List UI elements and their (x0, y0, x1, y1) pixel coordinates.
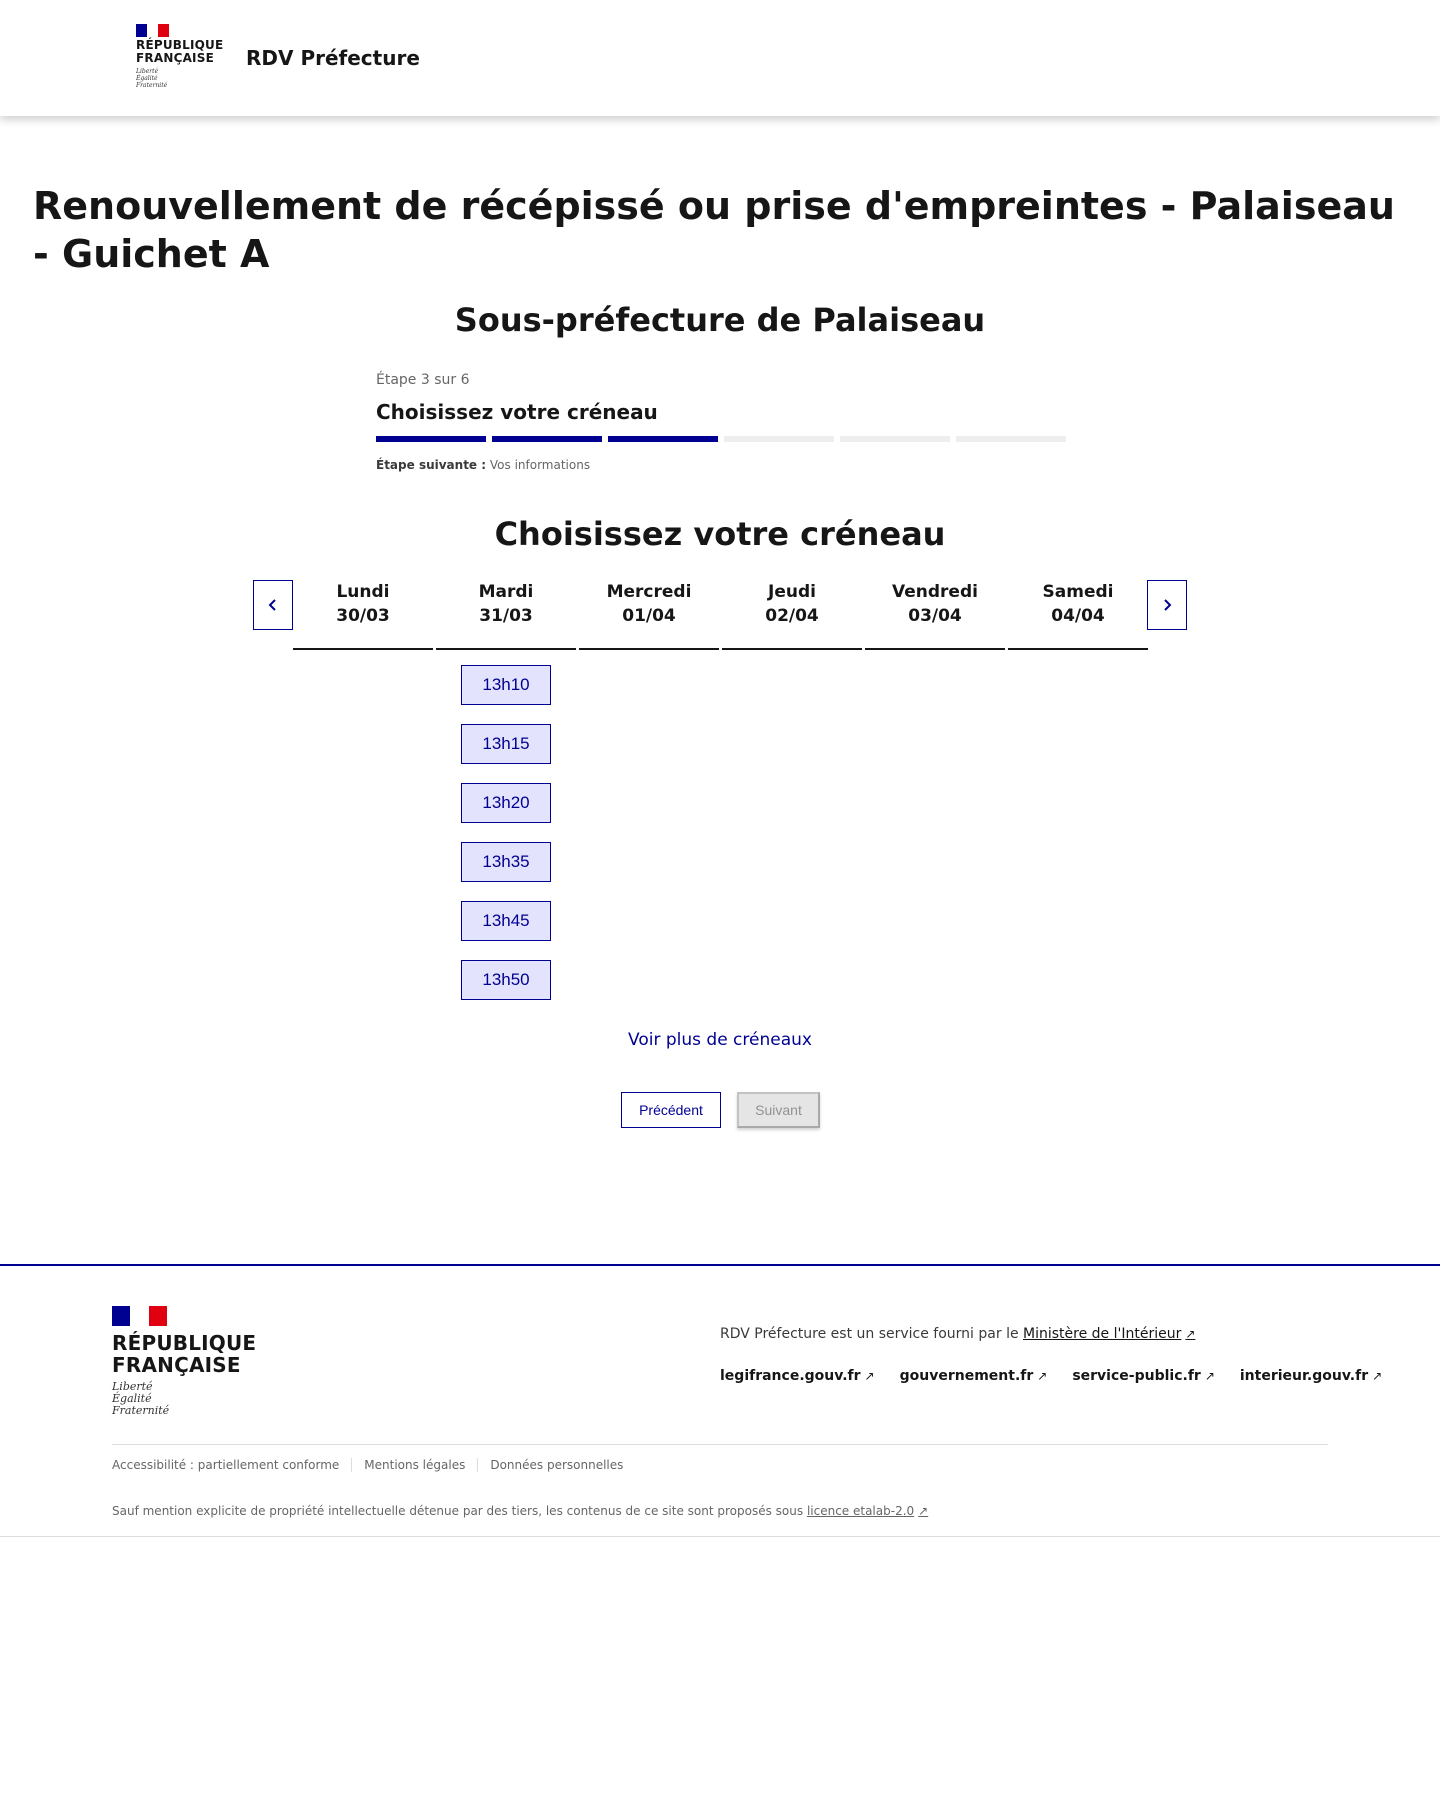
day-date: 04/04 (1051, 606, 1105, 626)
time-slot-button[interactable]: 13h35 (461, 842, 551, 882)
french-flag-icon (112, 1306, 167, 1326)
footer-external-link-label: gouvernement.fr (899, 1368, 1034, 1384)
day-column-header (579, 580, 719, 650)
day-name: Mardi (478, 582, 534, 602)
footer-bottom-link[interactable]: Données personnelles (477, 1458, 635, 1472)
footer-motto-liberte: Liberté (112, 1380, 153, 1393)
time-slot-button[interactable]: 13h10 (461, 665, 551, 705)
next-week-button[interactable] (1147, 580, 1187, 630)
footer-bottom-links (112, 1458, 635, 1472)
day-name: Mercredi (606, 582, 692, 602)
footer-motto-egalite: Égalité (112, 1392, 152, 1405)
day-column-header (722, 580, 862, 650)
previous-button[interactable]: Précédent (621, 1092, 721, 1128)
footer-logo-text (112, 1332, 256, 1376)
calendar-days (293, 580, 1148, 650)
ministere-link[interactable] (1023, 1326, 1195, 1342)
logo-motto (136, 68, 216, 89)
time-slot-button[interactable]: 13h50 (461, 960, 551, 1000)
logo-line-1: RÉPUBLIQUE (136, 38, 224, 52)
stepper (376, 372, 1066, 472)
stepper-segment (492, 436, 602, 442)
time-slot-button[interactable]: 13h20 (461, 783, 551, 823)
day-name: Jeudi (768, 582, 816, 602)
stepper-segment (724, 436, 834, 442)
license-link[interactable] (807, 1504, 928, 1518)
stepper-segment (608, 436, 718, 442)
time-slot-button[interactable]: 13h15 (461, 724, 551, 764)
previous-week-button[interactable] (253, 580, 293, 630)
footer-logo[interactable] (112, 1306, 256, 1417)
external-link-icon: ↗ (1204, 1369, 1215, 1383)
next-button: Suivant (737, 1092, 820, 1128)
footer-bottom-link[interactable]: Accessibilité : partiellement conforme (112, 1458, 340, 1472)
external-link-icon: ↗ (1372, 1369, 1383, 1383)
day-date: 03/04 (908, 606, 962, 626)
motto-liberte: Liberté (136, 68, 159, 75)
footer-description (720, 1326, 1195, 1342)
day-date: 01/04 (622, 606, 676, 626)
footer-logo-line-1: RÉPUBLIQUE (112, 1331, 257, 1355)
stepper-title: Choisissez votre créneau (376, 400, 658, 424)
page-title: Renouvellement de récépissé ou prise d'empreintes - Palaiseau - Guichet A (33, 184, 1395, 276)
day-name: Samedi (1042, 582, 1114, 602)
footer-description-text: RDV Préfecture est un service fourni par le (720, 1326, 1019, 1342)
site-footer (0, 1264, 1440, 1537)
stepper-progress (376, 436, 1066, 442)
day-name: Lundi (336, 582, 390, 602)
service-title[interactable]: RDV Préfecture (246, 46, 420, 70)
page-subtitle: Sous-préfecture de Palaiseau (454, 301, 986, 339)
external-link-icon: ↗ (1037, 1369, 1048, 1383)
republique-francaise-logo[interactable] (136, 24, 224, 89)
footer-bottom-link[interactable]: Mentions légales (351, 1458, 477, 1472)
french-flag-icon (136, 24, 169, 37)
license-link-label: licence etalab-2.0 (806, 1504, 915, 1518)
day-date: 31/03 (479, 606, 533, 626)
day-column-header (1008, 580, 1148, 650)
external-link-icon: ↗ (864, 1369, 875, 1383)
time-slot-button[interactable]: 13h45 (461, 901, 551, 941)
logo-line-2: FRANÇAISE (136, 51, 214, 65)
footer-external-link[interactable] (1240, 1368, 1382, 1384)
footer-links (720, 1368, 1382, 1384)
day-column-header (293, 580, 433, 650)
footer-external-link[interactable] (720, 1368, 875, 1384)
footer-external-link-label: legifrance.gouv.fr (720, 1368, 861, 1384)
time-slots-column (461, 665, 551, 1000)
footer-license (112, 1504, 928, 1518)
stepper-segment (956, 436, 1066, 442)
chevron-right-icon (1161, 597, 1173, 613)
stepper-next-value: Vos informations (489, 458, 591, 472)
ministere-link-label: Ministère de l'Intérieur (1023, 1326, 1182, 1342)
stepper-state: Étape 3 sur 6 (376, 372, 470, 388)
day-column-header (436, 580, 576, 650)
more-slots-link[interactable]: Voir plus de créneaux (628, 1030, 812, 1050)
external-link-icon: ↗ (918, 1504, 929, 1518)
stepper-next (376, 458, 1066, 472)
logo-text (136, 38, 224, 65)
footer-external-link[interactable] (1072, 1368, 1215, 1384)
license-text: Sauf mention explicite de propriété intellectuelle détenue par des tiers, les contenus de ce site sont proposés sous (112, 1504, 804, 1518)
footer-divider (112, 1444, 1328, 1445)
external-link-icon: ↗ (1185, 1327, 1196, 1341)
stepper-segment (376, 436, 486, 442)
footer-external-link-label: service-public.fr (1072, 1368, 1201, 1384)
motto-egalite: Égalité (136, 75, 158, 82)
footer-logo-motto (112, 1381, 256, 1417)
day-date: 30/03 (336, 606, 390, 626)
chevron-left-icon (267, 597, 279, 613)
calendar-title: Choisissez votre créneau (494, 515, 946, 553)
day-name: Vendredi (892, 582, 978, 602)
footer-external-link-label: interieur.gouv.fr (1239, 1368, 1369, 1384)
footer-motto-fraternite: Fraternité (112, 1404, 170, 1417)
motto-fraternite: Fraternité (136, 82, 168, 89)
footer-external-link[interactable] (900, 1368, 1048, 1384)
stepper-next-label: Étape suivante : (376, 458, 487, 472)
footer-logo-line-2: FRANÇAISE (112, 1353, 241, 1377)
day-column-header (865, 580, 1005, 650)
site-header (0, 0, 1440, 116)
stepper-segment (840, 436, 950, 442)
day-date: 02/04 (765, 606, 819, 626)
